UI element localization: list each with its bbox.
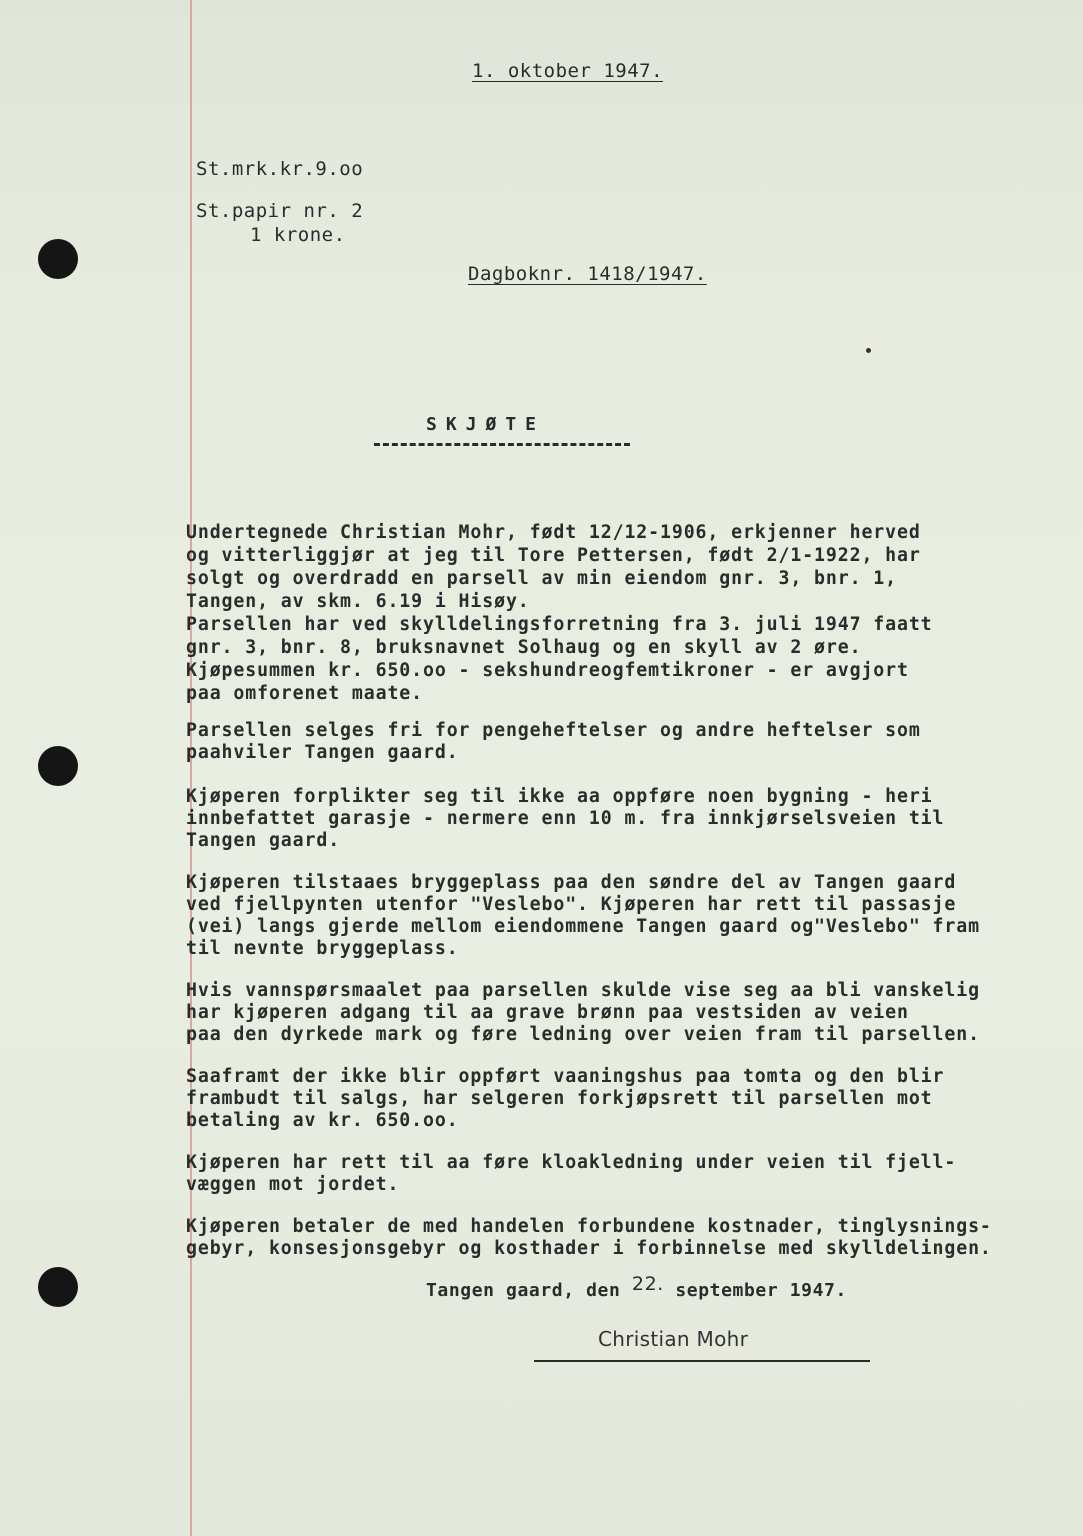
punch-hole-middle — [38, 746, 78, 786]
body-line: gebyr, konsesjonsgebyr og kosthader i forbinnelse med skylldelingen. — [186, 1238, 992, 1259]
document-date: 1. oktober 1947. — [472, 60, 664, 82]
body-line: Undertegnede Christian Mohr, født 12/12-1906, erkjenner herved — [186, 522, 921, 543]
body-line: paa omforenet maate. — [186, 683, 423, 704]
body-line: og vitterliggjør at jeg til Tore Pettersen, født 2/1-1922, har — [186, 545, 921, 566]
stamp-paper-line2: 1 krone. — [250, 224, 346, 246]
closing-line — [426, 1273, 847, 1301]
body-line: paa den dyrkede mark og føre ledning over veien fram til parsellen. — [186, 1024, 980, 1045]
body-line: Tangen gaard. — [186, 830, 341, 851]
body-line: innbefattet garasje - nermere enn 10 m. fra innkjørselsveien til — [186, 808, 945, 829]
body-line: væggen mot jordet. — [186, 1174, 400, 1195]
ink-speck — [866, 348, 871, 353]
signature-line — [534, 1360, 870, 1362]
journal-number: Dagboknr. 1418/1947. — [468, 263, 707, 285]
body-line: Kjøperen forplikter seg til ikke aa oppføre noen bygning - heri — [186, 786, 933, 807]
body-line: Kjøperen tilstaaes bryggeplass paa den søndre del av Tangen gaard — [186, 872, 957, 893]
body-line: Kjøperen betaler de med handelen forbundene kostnader, tinglysnings- — [186, 1216, 992, 1237]
body-line: Hvis vannspørsmaalet paa parsellen skulde vise seg aa bli vanskelig — [186, 980, 980, 1001]
closing-day: 22. — [631, 1273, 664, 1295]
closing-place: Tangen gaard, den — [426, 1280, 621, 1301]
stamp-fee: St.mrk.kr.9.oo — [196, 158, 364, 180]
body-line: (vei) langs gjerde mellom eiendommene Tangen gaard og"Veslebo" fram — [186, 916, 980, 937]
body-line: betaling av kr. 650.oo. — [186, 1110, 459, 1131]
body-line: Saaframt der ikke blir oppført vaaningshus paa tomta og den blir — [186, 1066, 945, 1087]
body-line: Kjøpesummen kr. 650.oo - sekshundreogfemtikroner - er avgjort — [186, 660, 909, 681]
stamp-paper-line1: St.papir nr. 2 — [196, 200, 364, 222]
body-line: til nevnte bryggeplass. — [186, 938, 459, 959]
margin-line — [190, 0, 192, 1536]
body-line: Kjøperen har rett til aa føre kloakledning under veien til fjell- — [186, 1152, 957, 1173]
body-line: Tangen, av skm. 6.19 i Hisøy. — [186, 591, 530, 612]
punch-hole-top — [38, 239, 78, 279]
title-underline — [374, 443, 630, 446]
body-line: frambudt til salgs, har selgeren forkjøpsrett til parsellen mot — [186, 1088, 933, 1109]
document-title: SKJØTE — [426, 414, 546, 435]
body-line: Parsellen har ved skylldelingsforretning fra 3. juli 1947 faatt — [186, 614, 933, 635]
signature: Christian Mohr — [598, 1327, 749, 1351]
punch-hole-bottom — [38, 1267, 78, 1307]
body-line: har kjøperen adgang til aa grave brønn paa vestsiden av veien — [186, 1002, 909, 1023]
body-line: solgt og overdradd en parsell av min eiendom gnr. 3, bnr. 1, — [186, 568, 897, 589]
body-line: gnr. 3, bnr. 8, bruksnavnet Solhaug og en skyll av 2 øre. — [186, 637, 862, 658]
closing-month-year: september 1947. — [675, 1280, 847, 1301]
body-line: paahviler Tangen gaard. — [186, 742, 459, 763]
body-line: ved fjellpynten utenfor "Veslebo". Kjøperen har rett til passasje — [186, 894, 957, 915]
body-line: Parsellen selges fri for pengeheftelser og andre heftelser som — [186, 720, 921, 741]
